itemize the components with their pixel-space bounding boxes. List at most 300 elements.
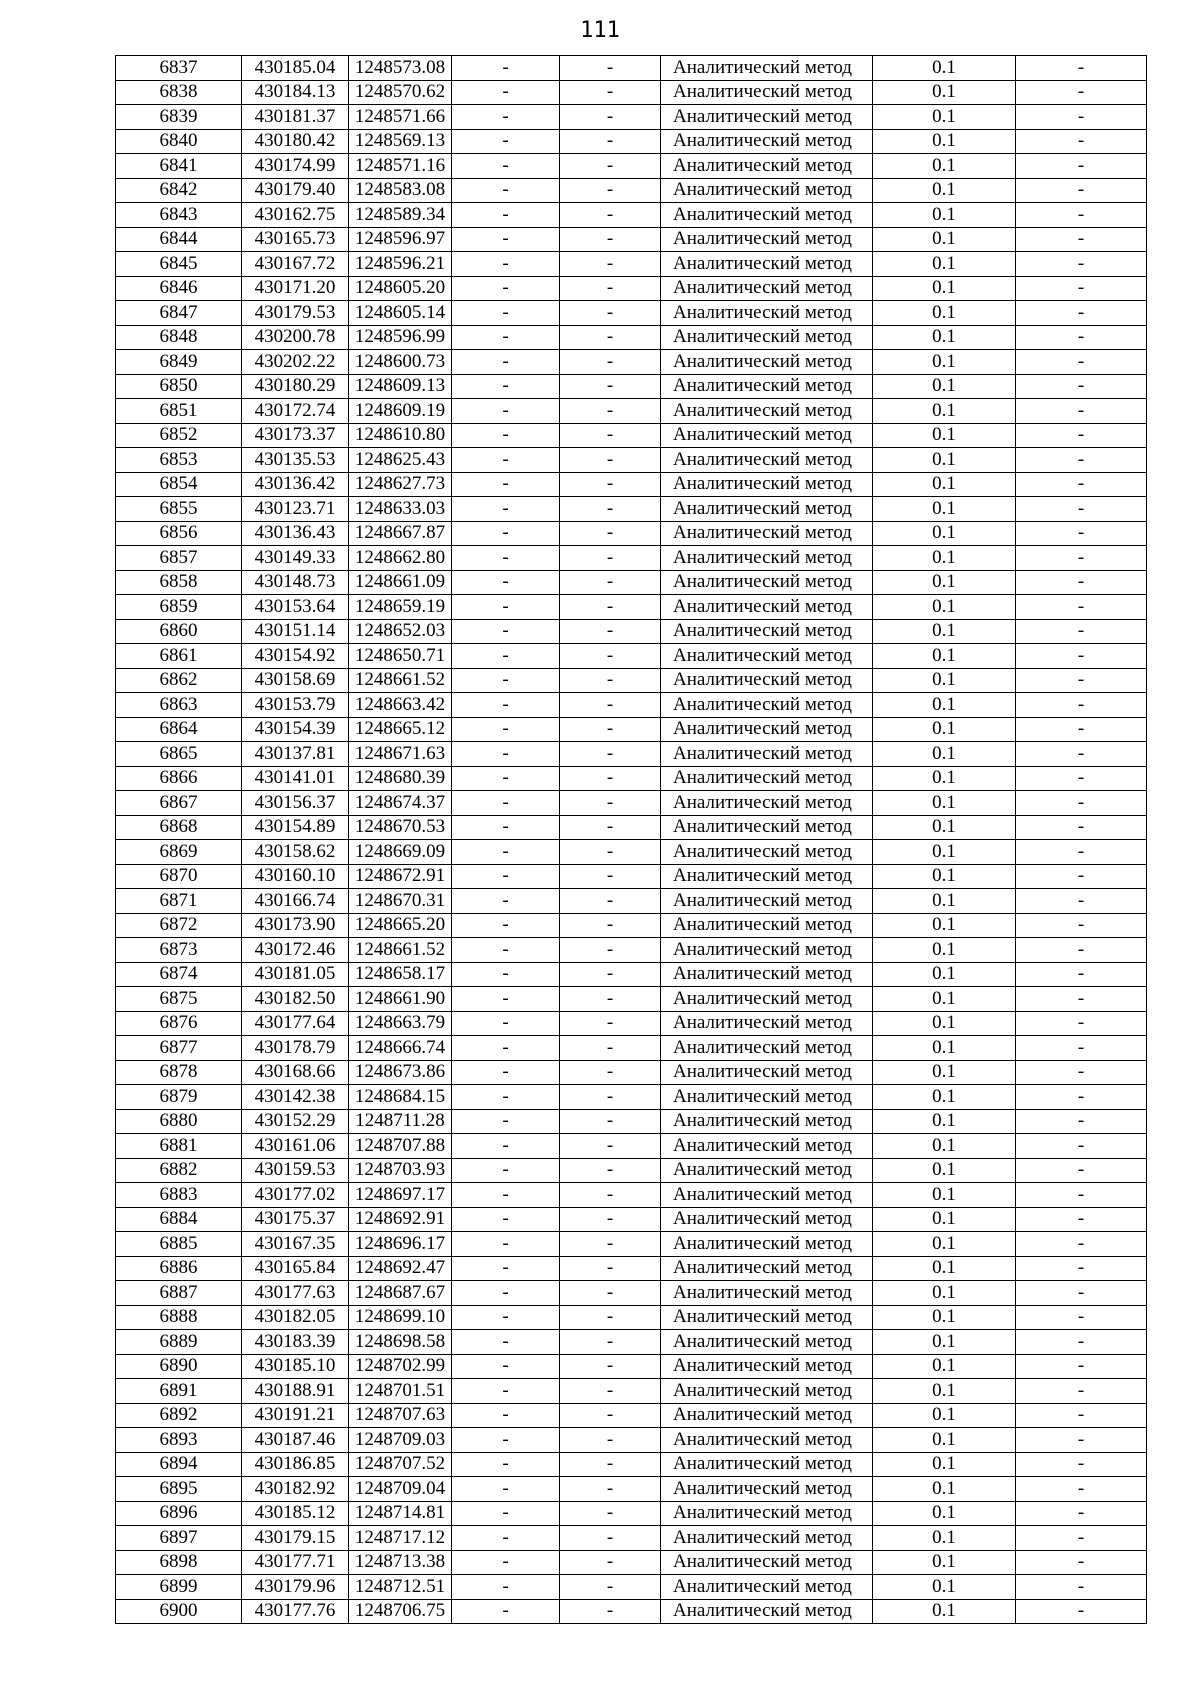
empty-value-cell: - xyxy=(452,80,560,105)
empty-value-cell: - xyxy=(452,472,560,497)
note-cell: - xyxy=(1016,766,1147,791)
y-coordinate-cell: 1248696.17 xyxy=(349,1232,452,1257)
empty-value-cell: - xyxy=(560,1575,661,1600)
y-coordinate-cell: 1248707.88 xyxy=(349,1134,452,1159)
empty-value-cell: - xyxy=(560,301,661,326)
empty-value-cell: - xyxy=(452,1477,560,1502)
method-cell: Аналитический метод xyxy=(661,1183,873,1208)
empty-value-cell: - xyxy=(452,644,560,669)
table-body xyxy=(116,56,1147,1624)
precision-cell: 0.1 xyxy=(873,448,1016,473)
empty-value-cell: - xyxy=(560,252,661,277)
empty-value-cell: - xyxy=(452,987,560,1012)
table-row xyxy=(116,1379,1147,1404)
note-cell: - xyxy=(1016,56,1147,81)
point-number-cell: 6854 xyxy=(116,472,242,497)
y-coordinate-cell: 1248674.37 xyxy=(349,791,452,816)
note-cell: - xyxy=(1016,423,1147,448)
empty-value-cell: - xyxy=(560,1477,661,1502)
y-coordinate-cell: 1248665.20 xyxy=(349,913,452,938)
empty-value-cell: - xyxy=(560,546,661,571)
precision-cell: 0.1 xyxy=(873,1060,1016,1085)
x-coordinate-cell: 430178.79 xyxy=(242,1036,349,1061)
table-row xyxy=(116,791,1147,816)
table-row xyxy=(116,1281,1147,1306)
y-coordinate-cell: 1248717.12 xyxy=(349,1526,452,1551)
empty-value-cell: - xyxy=(452,252,560,277)
table-row xyxy=(116,325,1147,350)
empty-value-cell: - xyxy=(560,938,661,963)
table-row xyxy=(116,497,1147,522)
point-number-cell: 6859 xyxy=(116,595,242,620)
method-cell: Аналитический метод xyxy=(661,1330,873,1355)
empty-value-cell: - xyxy=(560,1060,661,1085)
y-coordinate-cell: 1248658.17 xyxy=(349,962,452,987)
point-number-cell: 6850 xyxy=(116,374,242,399)
method-cell: Аналитический метод xyxy=(661,815,873,840)
precision-cell: 0.1 xyxy=(873,595,1016,620)
x-coordinate-cell: 430135.53 xyxy=(242,448,349,473)
y-coordinate-cell: 1248605.20 xyxy=(349,276,452,301)
table-row xyxy=(116,1452,1147,1477)
empty-value-cell: - xyxy=(560,1011,661,1036)
point-number-cell: 6845 xyxy=(116,252,242,277)
y-coordinate-cell: 1248671.63 xyxy=(349,742,452,767)
empty-value-cell: - xyxy=(452,742,560,767)
note-cell: - xyxy=(1016,1354,1147,1379)
empty-value-cell: - xyxy=(560,1330,661,1355)
precision-cell: 0.1 xyxy=(873,1011,1016,1036)
method-cell: Аналитический метод xyxy=(661,1158,873,1183)
method-cell: Аналитический метод xyxy=(661,521,873,546)
x-coordinate-cell: 430188.91 xyxy=(242,1379,349,1404)
x-coordinate-cell: 430186.85 xyxy=(242,1452,349,1477)
table-row xyxy=(116,1599,1147,1624)
empty-value-cell: - xyxy=(560,693,661,718)
note-cell: - xyxy=(1016,1477,1147,1502)
empty-value-cell: - xyxy=(560,178,661,203)
empty-value-cell: - xyxy=(560,791,661,816)
x-coordinate-cell: 430174.99 xyxy=(242,154,349,179)
note-cell: - xyxy=(1016,1134,1147,1159)
y-coordinate-cell: 1248589.34 xyxy=(349,203,452,228)
empty-value-cell: - xyxy=(560,987,661,1012)
note-cell: - xyxy=(1016,987,1147,1012)
precision-cell: 0.1 xyxy=(873,987,1016,1012)
empty-value-cell: - xyxy=(452,1452,560,1477)
precision-cell: 0.1 xyxy=(873,1281,1016,1306)
precision-cell: 0.1 xyxy=(873,1575,1016,1600)
precision-cell: 0.1 xyxy=(873,423,1016,448)
table-row xyxy=(116,1011,1147,1036)
precision-cell: 0.1 xyxy=(873,399,1016,424)
y-coordinate-cell: 1248713.38 xyxy=(349,1550,452,1575)
method-cell: Аналитический метод xyxy=(661,80,873,105)
point-number-cell: 6899 xyxy=(116,1575,242,1600)
empty-value-cell: - xyxy=(452,668,560,693)
point-number-cell: 6878 xyxy=(116,1060,242,1085)
precision-cell: 0.1 xyxy=(873,1109,1016,1134)
note-cell: - xyxy=(1016,252,1147,277)
point-number-cell: 6895 xyxy=(116,1477,242,1502)
point-number-cell: 6862 xyxy=(116,668,242,693)
note-cell: - xyxy=(1016,1599,1147,1624)
point-number-cell: 6866 xyxy=(116,766,242,791)
table-row xyxy=(116,987,1147,1012)
point-number-cell: 6873 xyxy=(116,938,242,963)
empty-value-cell: - xyxy=(560,1207,661,1232)
empty-value-cell: - xyxy=(560,227,661,252)
point-number-cell: 6857 xyxy=(116,546,242,571)
empty-value-cell: - xyxy=(560,1526,661,1551)
empty-value-cell: - xyxy=(452,1305,560,1330)
precision-cell: 0.1 xyxy=(873,1036,1016,1061)
note-cell: - xyxy=(1016,1526,1147,1551)
point-number-cell: 6886 xyxy=(116,1256,242,1281)
table-row xyxy=(116,80,1147,105)
table-row xyxy=(116,1501,1147,1526)
point-number-cell: 6847 xyxy=(116,301,242,326)
empty-value-cell: - xyxy=(560,497,661,522)
empty-value-cell: - xyxy=(452,1060,560,1085)
method-cell: Аналитический метод xyxy=(661,325,873,350)
precision-cell: 0.1 xyxy=(873,252,1016,277)
point-number-cell: 6894 xyxy=(116,1452,242,1477)
method-cell: Аналитический метод xyxy=(661,399,873,424)
method-cell: Аналитический метод xyxy=(661,301,873,326)
table-row xyxy=(116,913,1147,938)
note-cell: - xyxy=(1016,840,1147,865)
coordinates-table xyxy=(115,55,1147,1624)
point-number-cell: 6840 xyxy=(116,129,242,154)
empty-value-cell: - xyxy=(452,1526,560,1551)
table-row xyxy=(116,570,1147,595)
x-coordinate-cell: 430167.35 xyxy=(242,1232,349,1257)
x-coordinate-cell: 430159.53 xyxy=(242,1158,349,1183)
point-number-cell: 6892 xyxy=(116,1403,242,1428)
empty-value-cell: - xyxy=(452,1281,560,1306)
empty-value-cell: - xyxy=(452,815,560,840)
x-coordinate-cell: 430168.66 xyxy=(242,1060,349,1085)
x-coordinate-cell: 430172.46 xyxy=(242,938,349,963)
empty-value-cell: - xyxy=(560,570,661,595)
note-cell: - xyxy=(1016,1256,1147,1281)
point-number-cell: 6890 xyxy=(116,1354,242,1379)
note-cell: - xyxy=(1016,1109,1147,1134)
y-coordinate-cell: 1248596.99 xyxy=(349,325,452,350)
empty-value-cell: - xyxy=(452,178,560,203)
empty-value-cell: - xyxy=(452,497,560,522)
x-coordinate-cell: 430182.92 xyxy=(242,1477,349,1502)
y-coordinate-cell: 1248652.03 xyxy=(349,619,452,644)
empty-value-cell: - xyxy=(452,1134,560,1159)
table-row xyxy=(116,521,1147,546)
table-row xyxy=(116,742,1147,767)
method-cell: Аналитический метод xyxy=(661,864,873,889)
method-cell: Аналитический метод xyxy=(661,497,873,522)
precision-cell: 0.1 xyxy=(873,1501,1016,1526)
x-coordinate-cell: 430136.42 xyxy=(242,472,349,497)
table-row xyxy=(116,350,1147,375)
method-cell: Аналитический метод xyxy=(661,987,873,1012)
y-coordinate-cell: 1248702.99 xyxy=(349,1354,452,1379)
empty-value-cell: - xyxy=(452,595,560,620)
empty-value-cell: - xyxy=(560,717,661,742)
empty-value-cell: - xyxy=(452,1232,560,1257)
y-coordinate-cell: 1248706.75 xyxy=(349,1599,452,1624)
point-number-cell: 6879 xyxy=(116,1085,242,1110)
empty-value-cell: - xyxy=(452,1428,560,1453)
empty-value-cell: - xyxy=(452,619,560,644)
x-coordinate-cell: 430185.04 xyxy=(242,56,349,81)
y-coordinate-cell: 1248633.03 xyxy=(349,497,452,522)
note-cell: - xyxy=(1016,1501,1147,1526)
precision-cell: 0.1 xyxy=(873,1085,1016,1110)
empty-value-cell: - xyxy=(560,840,661,865)
note-cell: - xyxy=(1016,1158,1147,1183)
x-coordinate-cell: 430154.39 xyxy=(242,717,349,742)
y-coordinate-cell: 1248661.52 xyxy=(349,668,452,693)
method-cell: Аналитический метод xyxy=(661,1085,873,1110)
empty-value-cell: - xyxy=(452,1011,560,1036)
empty-value-cell: - xyxy=(560,1599,661,1624)
note-cell: - xyxy=(1016,1379,1147,1404)
x-coordinate-cell: 430166.74 xyxy=(242,889,349,914)
table-row xyxy=(116,252,1147,277)
note-cell: - xyxy=(1016,1085,1147,1110)
x-coordinate-cell: 430142.38 xyxy=(242,1085,349,1110)
note-cell: - xyxy=(1016,864,1147,889)
table-row xyxy=(116,1183,1147,1208)
precision-cell: 0.1 xyxy=(873,374,1016,399)
method-cell: Аналитический метод xyxy=(661,1109,873,1134)
y-coordinate-cell: 1248670.31 xyxy=(349,889,452,914)
x-coordinate-cell: 430180.29 xyxy=(242,374,349,399)
x-coordinate-cell: 430183.39 xyxy=(242,1330,349,1355)
method-cell: Аналитический метод xyxy=(661,203,873,228)
empty-value-cell: - xyxy=(560,644,661,669)
note-cell: - xyxy=(1016,1183,1147,1208)
note-cell: - xyxy=(1016,913,1147,938)
note-cell: - xyxy=(1016,717,1147,742)
precision-cell: 0.1 xyxy=(873,889,1016,914)
note-cell: - xyxy=(1016,1403,1147,1428)
y-coordinate-cell: 1248669.09 xyxy=(349,840,452,865)
table-row xyxy=(116,1575,1147,1600)
x-coordinate-cell: 430152.29 xyxy=(242,1109,349,1134)
precision-cell: 0.1 xyxy=(873,276,1016,301)
precision-cell: 0.1 xyxy=(873,56,1016,81)
x-coordinate-cell: 430167.72 xyxy=(242,252,349,277)
empty-value-cell: - xyxy=(452,864,560,889)
table-row xyxy=(116,203,1147,228)
method-cell: Аналитический метод xyxy=(661,1452,873,1477)
table-row xyxy=(116,178,1147,203)
method-cell: Аналитический метод xyxy=(661,1134,873,1159)
precision-cell: 0.1 xyxy=(873,913,1016,938)
table-row xyxy=(116,815,1147,840)
empty-value-cell: - xyxy=(560,766,661,791)
x-coordinate-cell: 430179.15 xyxy=(242,1526,349,1551)
precision-cell: 0.1 xyxy=(873,840,1016,865)
empty-value-cell: - xyxy=(560,129,661,154)
precision-cell: 0.1 xyxy=(873,815,1016,840)
x-coordinate-cell: 430185.10 xyxy=(242,1354,349,1379)
x-coordinate-cell: 430151.14 xyxy=(242,619,349,644)
x-coordinate-cell: 430200.78 xyxy=(242,325,349,350)
table-row xyxy=(116,546,1147,571)
note-cell: - xyxy=(1016,619,1147,644)
table-row xyxy=(116,693,1147,718)
x-coordinate-cell: 430158.69 xyxy=(242,668,349,693)
empty-value-cell: - xyxy=(560,1134,661,1159)
empty-value-cell: - xyxy=(560,1305,661,1330)
precision-cell: 0.1 xyxy=(873,350,1016,375)
empty-value-cell: - xyxy=(452,1183,560,1208)
point-number-cell: 6884 xyxy=(116,1207,242,1232)
method-cell: Аналитический метод xyxy=(661,791,873,816)
precision-cell: 0.1 xyxy=(873,717,1016,742)
empty-value-cell: - xyxy=(560,472,661,497)
point-number-cell: 6882 xyxy=(116,1158,242,1183)
y-coordinate-cell: 1248571.66 xyxy=(349,105,452,130)
method-cell: Аналитический метод xyxy=(661,350,873,375)
precision-cell: 0.1 xyxy=(873,693,1016,718)
method-cell: Аналитический метод xyxy=(661,154,873,179)
method-cell: Аналитический метод xyxy=(661,178,873,203)
y-coordinate-cell: 1248692.91 xyxy=(349,1207,452,1232)
point-number-cell: 6891 xyxy=(116,1379,242,1404)
note-cell: - xyxy=(1016,1452,1147,1477)
precision-cell: 0.1 xyxy=(873,1330,1016,1355)
x-coordinate-cell: 430182.05 xyxy=(242,1305,349,1330)
table-row xyxy=(116,1158,1147,1183)
note-cell: - xyxy=(1016,644,1147,669)
point-number-cell: 6896 xyxy=(116,1501,242,1526)
method-cell: Аналитический метод xyxy=(661,1550,873,1575)
precision-cell: 0.1 xyxy=(873,1599,1016,1624)
method-cell: Аналитический метод xyxy=(661,1256,873,1281)
table-row xyxy=(116,105,1147,130)
note-cell: - xyxy=(1016,1575,1147,1600)
empty-value-cell: - xyxy=(560,105,661,130)
y-coordinate-cell: 1248697.17 xyxy=(349,1183,452,1208)
y-coordinate-cell: 1248659.19 xyxy=(349,595,452,620)
precision-cell: 0.1 xyxy=(873,1232,1016,1257)
x-coordinate-cell: 430180.42 xyxy=(242,129,349,154)
method-cell: Аналитический метод xyxy=(661,1036,873,1061)
y-coordinate-cell: 1248661.90 xyxy=(349,987,452,1012)
table-row xyxy=(116,1477,1147,1502)
y-coordinate-cell: 1248680.39 xyxy=(349,766,452,791)
point-number-cell: 6872 xyxy=(116,913,242,938)
x-coordinate-cell: 430156.37 xyxy=(242,791,349,816)
empty-value-cell: - xyxy=(452,129,560,154)
precision-cell: 0.1 xyxy=(873,1526,1016,1551)
note-cell: - xyxy=(1016,1305,1147,1330)
y-coordinate-cell: 1248673.86 xyxy=(349,1060,452,1085)
y-coordinate-cell: 1248573.08 xyxy=(349,56,452,81)
point-number-cell: 6851 xyxy=(116,399,242,424)
y-coordinate-cell: 1248684.15 xyxy=(349,1085,452,1110)
point-number-cell: 6856 xyxy=(116,521,242,546)
empty-value-cell: - xyxy=(560,325,661,350)
empty-value-cell: - xyxy=(560,1501,661,1526)
table-row xyxy=(116,717,1147,742)
table-row xyxy=(116,1526,1147,1551)
precision-cell: 0.1 xyxy=(873,962,1016,987)
table-row xyxy=(116,1109,1147,1134)
y-coordinate-cell: 1248570.62 xyxy=(349,80,452,105)
y-coordinate-cell: 1248666.74 xyxy=(349,1036,452,1061)
empty-value-cell: - xyxy=(452,1036,560,1061)
empty-value-cell: - xyxy=(560,1256,661,1281)
note-cell: - xyxy=(1016,570,1147,595)
note-cell: - xyxy=(1016,227,1147,252)
empty-value-cell: - xyxy=(560,350,661,375)
note-cell: - xyxy=(1016,742,1147,767)
point-number-cell: 6846 xyxy=(116,276,242,301)
x-coordinate-cell: 430177.64 xyxy=(242,1011,349,1036)
point-number-cell: 6889 xyxy=(116,1330,242,1355)
y-coordinate-cell: 1248712.51 xyxy=(349,1575,452,1600)
empty-value-cell: - xyxy=(452,105,560,130)
empty-value-cell: - xyxy=(452,203,560,228)
table-row xyxy=(116,1354,1147,1379)
note-cell: - xyxy=(1016,815,1147,840)
empty-value-cell: - xyxy=(452,570,560,595)
empty-value-cell: - xyxy=(560,1452,661,1477)
precision-cell: 0.1 xyxy=(873,227,1016,252)
note-cell: - xyxy=(1016,129,1147,154)
point-number-cell: 6842 xyxy=(116,178,242,203)
method-cell: Аналитический метод xyxy=(661,1354,873,1379)
empty-value-cell: - xyxy=(452,448,560,473)
x-coordinate-cell: 430165.84 xyxy=(242,1256,349,1281)
x-coordinate-cell: 430162.75 xyxy=(242,203,349,228)
point-number-cell: 6880 xyxy=(116,1109,242,1134)
precision-cell: 0.1 xyxy=(873,1477,1016,1502)
point-number-cell: 6852 xyxy=(116,423,242,448)
precision-cell: 0.1 xyxy=(873,178,1016,203)
note-cell: - xyxy=(1016,325,1147,350)
empty-value-cell: - xyxy=(452,1330,560,1355)
x-coordinate-cell: 430173.37 xyxy=(242,423,349,448)
y-coordinate-cell: 1248701.51 xyxy=(349,1379,452,1404)
note-cell: - xyxy=(1016,301,1147,326)
y-coordinate-cell: 1248714.81 xyxy=(349,1501,452,1526)
table-row xyxy=(116,1305,1147,1330)
empty-value-cell: - xyxy=(560,1403,661,1428)
empty-value-cell: - xyxy=(452,1085,560,1110)
method-cell: Аналитический метод xyxy=(661,1428,873,1453)
note-cell: - xyxy=(1016,889,1147,914)
point-number-cell: 6875 xyxy=(116,987,242,1012)
point-number-cell: 6838 xyxy=(116,80,242,105)
table-row xyxy=(116,619,1147,644)
point-number-cell: 6839 xyxy=(116,105,242,130)
empty-value-cell: - xyxy=(452,154,560,179)
note-cell: - xyxy=(1016,203,1147,228)
y-coordinate-cell: 1248610.80 xyxy=(349,423,452,448)
note-cell: - xyxy=(1016,546,1147,571)
point-number-cell: 6877 xyxy=(116,1036,242,1061)
empty-value-cell: - xyxy=(560,1281,661,1306)
precision-cell: 0.1 xyxy=(873,644,1016,669)
method-cell: Аналитический метод xyxy=(661,913,873,938)
note-cell: - xyxy=(1016,1281,1147,1306)
y-coordinate-cell: 1248625.43 xyxy=(349,448,452,473)
